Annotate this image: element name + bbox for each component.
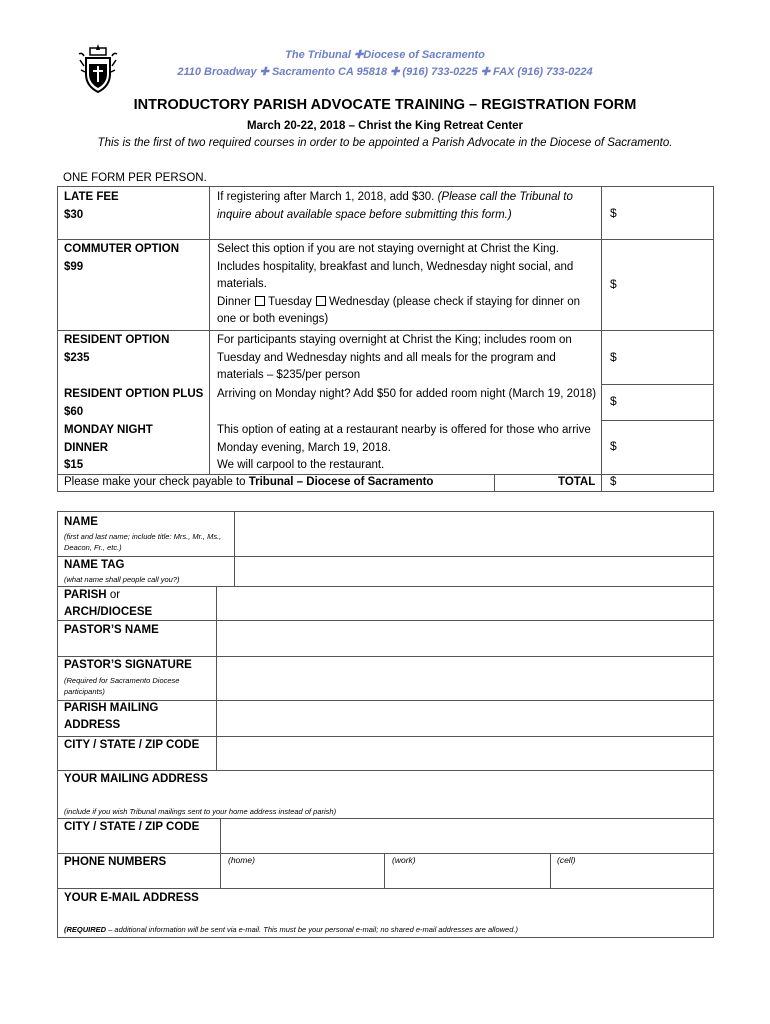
resident-plus-amount-field[interactable]: $ — [610, 394, 617, 408]
parish-mailing-address-label: PARISH MAILING ADDRESS — [64, 702, 159, 731]
total-amount-field[interactable]: $ — [610, 476, 617, 488]
home-city-state-zip-field[interactable] — [221, 819, 714, 853]
email-label: YOUR E-MAIL ADDRESS — [64, 892, 199, 904]
name-label: NAME — [64, 516, 98, 528]
phone-work-label: (work) — [392, 855, 416, 865]
cell-phone-field[interactable] — [551, 864, 714, 888]
fee-option-label: MONDAY NIGHT DINNER $15 — [64, 424, 153, 471]
parish-label: PARISH or ARCH/DIOCESE — [64, 589, 153, 618]
fee-table — [57, 186, 714, 492]
city-state-zip-label: CITY / STATE / ZIP CODE — [64, 739, 200, 751]
parish-mailing-address-field[interactable] — [217, 701, 714, 736]
fee-option-label: RESIDENT OPTION PLUS $60 — [64, 388, 204, 418]
header-line1: The Tribunal ✚Diocese of Sacramento — [285, 49, 485, 61]
city-state-zip-label: CITY / STATE / ZIP CODE — [64, 821, 200, 833]
phone-numbers-label: PHONE NUMBERS — [64, 856, 167, 868]
monday-dinner-amount-field[interactable]: $ — [610, 439, 617, 453]
pastor-signature-label: PASTOR’S SIGNATURE — [64, 659, 192, 671]
email-field[interactable] — [238, 889, 714, 921]
work-phone-field[interactable] — [385, 864, 550, 888]
name-field[interactable] — [235, 512, 714, 556]
payee-name: Tribunal – Diocese of Sacramento — [248, 476, 434, 488]
form-subtitle: March 20-22, 2018 – Christ the King Retreat Center — [246, 120, 524, 132]
total-label: TOTAL — [558, 476, 596, 488]
payment-note: Please make your check payable to Tribunal – Diocese of Sacramento — [64, 476, 434, 488]
email-hint: (REQUIRED – additional information will be sent via e-mail. This must be your personal e-mail; no shared e-mail addresses are allowed.) — [64, 925, 518, 934]
your-mailing-address-field[interactable] — [258, 771, 714, 804]
one-form-note: ONE FORM PER PERSON. — [63, 172, 207, 184]
registration-table — [57, 511, 714, 938]
phone-home-label: (home) — [228, 855, 255, 865]
diocese-seal-icon — [76, 42, 120, 94]
fee-option-label: RESIDENT OPTION $235 — [64, 334, 170, 364]
your-mailing-address-label: YOUR MAILING ADDRESS — [64, 773, 208, 785]
name-tag-label: NAME TAG — [64, 559, 125, 571]
phone-cell-label: (cell) — [557, 855, 576, 865]
fee-description: For participants staying overnight at Christ the King; includes room on Tuesday and Wednesday nights and all meals for the program and materials – $235/per person — [217, 334, 572, 381]
name-tag-hint: (what name shall people call you?) — [64, 575, 180, 584]
your-mailing-address-hint: (include if you wish Tribunal mailings sent to your home address instead of parish) — [64, 807, 337, 816]
commuter-amount-field[interactable]: $ — [610, 277, 617, 291]
resident-amount-field[interactable]: $ — [610, 350, 617, 364]
fee-description: If registering after March 1, 2018, add $30. (Please call the Tribunal to inquire about available space before submitting this form.) — [217, 191, 573, 221]
pastor-signature-field[interactable] — [217, 657, 714, 700]
fee-description: Select this option if you are not staying overnight at Christ the King. Includes hospitality, breakfast and lunch, Wednesday night social, and materials. Dinner Tuesday Wednesday (please check if staying for dinner on one or both evenings) — [217, 241, 597, 329]
header-line2: 2110 Broadway ✚ Sacramento CA 95818 ✚ (916) 733-0225 ✚ FAX (916) 733-0224 — [177, 66, 593, 78]
late-fee-amount-field[interactable]: $ — [610, 206, 617, 220]
pastor-name-label: PASTOR’S NAME — [64, 624, 159, 636]
dinner-options: Dinner Tuesday Wednesday (please check if staying for dinner on one or both evenings) — [217, 295, 580, 325]
home-phone-field[interactable] — [221, 864, 384, 888]
form-intro: This is the first of two required courses in order to be appointed a Parish Advocate in the Diocese of Sacramento. — [97, 137, 673, 149]
parish-field[interactable] — [217, 587, 714, 620]
parish-city-state-zip-field[interactable] — [217, 737, 714, 770]
fee-option-label: COMMUTER OPTION $99 — [64, 243, 179, 273]
pastor-name-field[interactable] — [217, 621, 714, 656]
name-hint: (first and last name; include title: Mrs., Mr., Ms., Deacon, Fr., etc.) — [64, 532, 222, 552]
form-title: INTRODUCTORY PARISH ADVOCATE TRAINING – REGISTRATION FORM — [133, 97, 637, 113]
fee-description: Arriving on Monday night? Add $50 for added room night (March 19, 2018) — [217, 388, 597, 400]
pastor-signature-hint: (Required for Sacramento Diocese participants) — [64, 676, 180, 696]
fee-description: This option of eating at a restaurant nearby is offered for those who arrive Monday evening, March 19, 2018. We will carpool to the restaurant. — [217, 424, 591, 471]
tuesday-dinner-checkbox[interactable] — [255, 296, 265, 306]
wednesday-dinner-checkbox[interactable] — [316, 296, 326, 306]
name-tag-field[interactable] — [235, 557, 714, 586]
fee-option-label: LATE FEE $30 — [64, 191, 119, 221]
